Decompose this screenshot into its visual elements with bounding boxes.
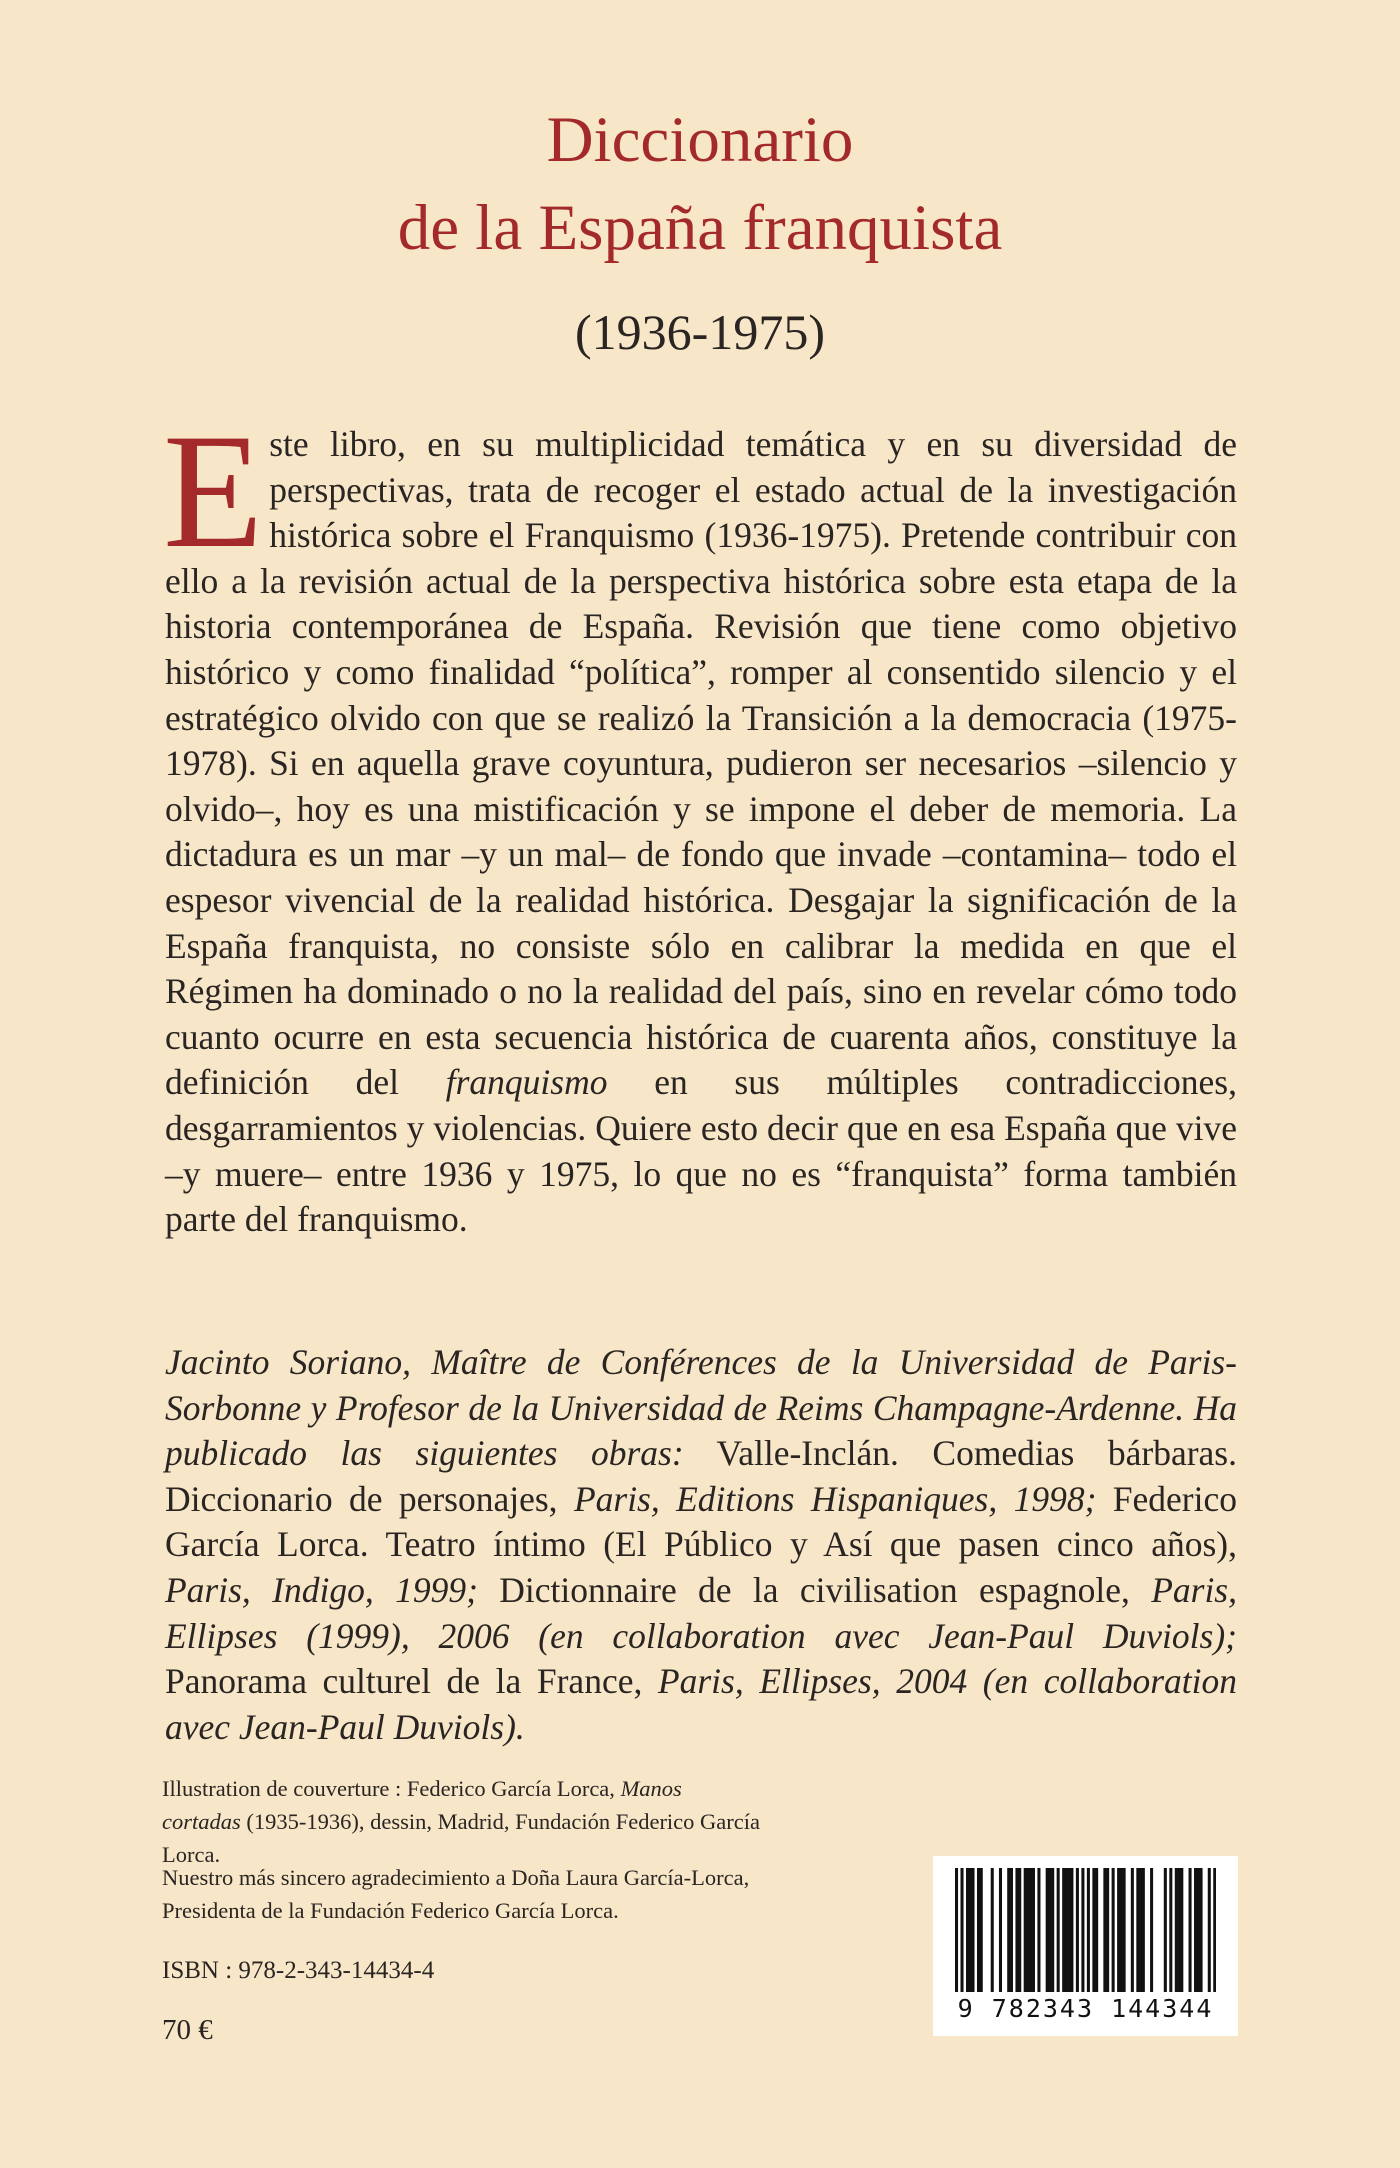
blurb-text-1: ste libro, en su multiplicidad temática y en su diversidad de perspectivas, trata de recoger el estado actual de la investigación histórica sobre el Franquismo (1936-1975). Pretende contribuir con ello a la revisión actual de la perspectiva histórica sobre esta etapa de la historia contemporánea de España. Revisión que tiene como objetivo histórico y como finalidad “política”, romper al consentido silencio y el estratégico olvido con que se realizó la Transición a la democracia (1975-1978). Si en aquella grave coyuntura, pudieron ser necesarios –silencio y olvido–, hoy es una mistificación y se impone el deber de memoria. La dictadura es un mar –y un mal– de fondo que invade –contamina– todo el espesor vivencial de la realidad histórica. Desgajar la significación de la España franquista, no consiste sólo en calibrar la medida en que el Régimen ha dominado o no la realidad del país, sino en revelar cómo todo cuanto ocurre en esta secuencia histórica de cuarenta años, constituye la definición del — [165, 424, 1237, 1103]
author-bio — [165, 1340, 1237, 1750]
isbn: ISBN : 978-2-343-14434-4 — [162, 1957, 435, 1984]
credit-text-2: (1935-1936), dessin, Madrid, Fundación Federico García Lorca. — [162, 1809, 760, 1867]
blurb-italic: franquismo — [445, 1062, 608, 1103]
author-bio-2: Valle-Inclán. Comedias bárbaras. Diccionario de personajes, — [165, 1433, 1237, 1519]
credit-text-1: Illustration de couverture : Federico García Lorca, — [162, 1776, 621, 1801]
drop-cap: E — [163, 401, 264, 582]
book-title — [0, 96, 1400, 272]
author-bio-7: Paris, Ellipses (1999), 2006 (en collaboration avec Jean-Paul Duviols); — [165, 1569, 1237, 1656]
barcode-bars-icon — [955, 1868, 1216, 1992]
author-bio-4: Federico García Lorca. Teatro íntimo (El Público y Así que pasen cinco años), — [165, 1478, 1237, 1565]
acknowledgement — [162, 1861, 782, 1927]
blurb-text-2: en sus múltiples contradicciones, desgarramientos y violencias. Quiere esto decir que en esa España que vive –y muere– entre 1936 y 1975, lo que no es “franquista” forma también parte del franquismo. — [165, 1062, 1237, 1240]
barcode — [933, 1856, 1238, 2036]
author-bio-5: Paris, Indigo, 1999; — [165, 1569, 478, 1610]
barcode-digits: 9 782343 144344 — [957, 1994, 1214, 2023]
title-line-2: de la España franquista — [397, 192, 1003, 264]
date-range: (1936-1975) — [575, 304, 825, 360]
thanks-line-1: Nuestro más sincero agradecimiento a Doña Laura García-Lorca, — [162, 1865, 750, 1890]
thanks-line-2: Presidenta de la Fundación Federico García Lorca. — [162, 1898, 619, 1923]
author-bio-3: Paris, Editions Hispaniques, 1998; — [573, 1478, 1097, 1519]
author-bio-6: Dictionnaire de la civilisation espagnole, — [477, 1569, 1152, 1610]
blurb-paragraph — [163, 401, 1237, 1243]
price: 70 € — [162, 2014, 213, 2046]
author-bio-8: Panorama culturel de la France, — [165, 1661, 658, 1702]
credit-italic: Manos cortadas — [162, 1776, 682, 1834]
illustration-credit — [162, 1772, 762, 1871]
author-bio-1: Jacinto Soriano, Maître de Conférences de la Universidad de Paris-Sorbonne y Profesor de la Universidad de Reims Champagne-Ardenne. Ha publicado las siguientes obras: — [165, 1342, 1237, 1474]
author-bio-9: Paris, Ellipses, 2004 (en collaboration avec Jean-Paul Duviols). — [165, 1661, 1237, 1747]
title-line-1: Diccionario — [546, 104, 854, 176]
